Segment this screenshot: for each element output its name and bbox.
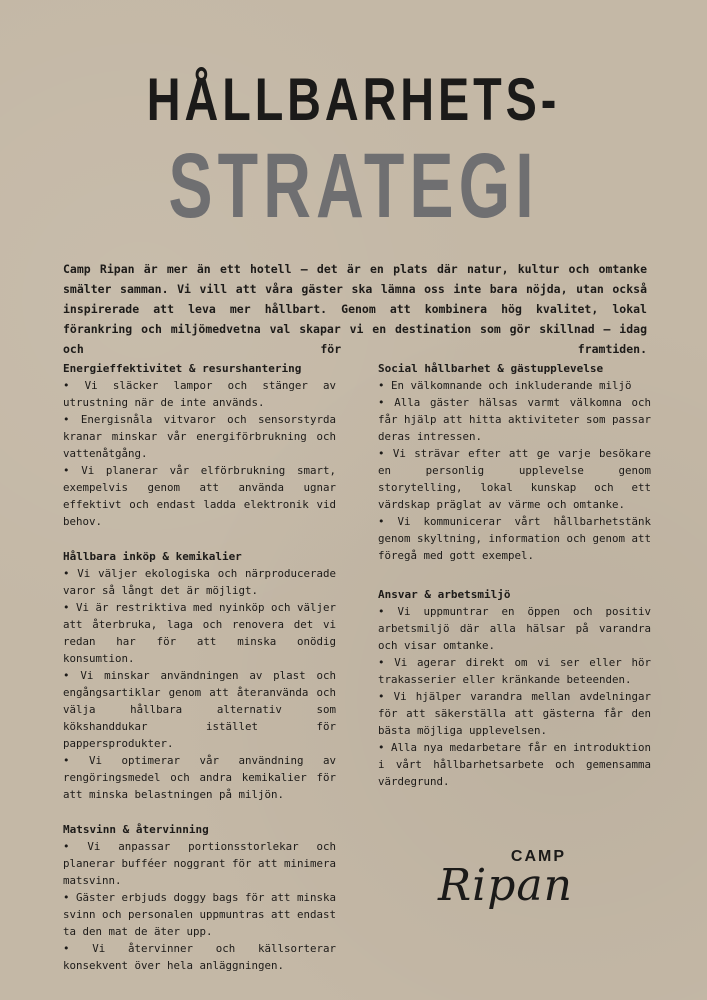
list-item: • Vi kommunicerar vårt hållbarhetstänk genom skyltning, information och genom att föregå med gott exempel.: [378, 515, 652, 562]
list-item: • En välkomnande och inkluderande miljö: [378, 379, 632, 392]
list-item: • Alla gäster hälsas varmt välkomna och får hjälp att hitta aktiviteter som passar deras intressen.: [378, 396, 652, 443]
right-column: [378, 360, 651, 808]
list-item: • Vi planerar vår elförbrukning smart, exempelvis genom att använda ugnar effektivt och endast ladda elektronik vid behov.: [63, 464, 336, 528]
intro-paragraph: Camp Ripan är mer än ett hotell – det är en plats där natur, kultur och omtanke smälter samman. Vi vill att våra gäster ska lämna oss inte bara nöjda, utan också inspirerade att leva mer hållbart. Genom att kombinera hög kvalitet, lokal förankring och miljömedvetna val skapar vi en destination som gör skillnad – idag och för framtiden.: [63, 262, 647, 356]
list-item: • Vi anpassar portionsstorlekar och planerar bufféer noggrant för att minimera matsvinn.: [63, 840, 337, 887]
list-item: • Vi optimerar vår användning av rengöringsmedel och andra kemikalier för att minska belastningen på miljön.: [63, 754, 336, 801]
section-title: Energieffektivitet & resurshantering: [63, 362, 302, 375]
title-line-2: STRATEGI: [168, 135, 539, 237]
logo-camp-text: CAMP: [510, 848, 566, 865]
section-social: [378, 360, 651, 564]
section-energy: [63, 360, 336, 530]
section-title: Hållbara inköp & kemikalier: [63, 550, 242, 563]
list-item: • Vi är restriktiva med nyinköp och väljer att återbruka, laga och renovera det vi redan har för att minska onödig konsumtion.: [63, 601, 337, 665]
section-title: Social hållbarhet & gästupplevelse: [378, 362, 604, 375]
list-item: • Vi agerar direkt om vi ser eller hör trakasserier eller kränkande beteenden.: [378, 656, 651, 686]
list-item: • Vi släcker lampor och stänger av utrustning när de inte används.: [63, 379, 336, 409]
list-item: • Alla nya medarbetare får en introduktion i vårt hållbarhetsarbete och gemensamma värdegrund.: [378, 741, 652, 788]
title-line-1: HÅLLBARHETS-: [146, 66, 561, 133]
list-item: • Energisnåla vitvaror och sensorstyrda kranar minskar vår energiförbrukning och vattenåtgång.: [63, 413, 336, 460]
section-title: Matsvinn & återvinning: [63, 823, 209, 836]
camp-ripan-logo: [438, 848, 598, 918]
section-purchasing: [63, 548, 336, 803]
list-item: • Vi hjälper varandra mellan avdelningar för att säkerställa att gästerna får den bästa möjliga upplevelsen.: [378, 690, 651, 737]
section-title: Ansvar & arbetsmiljö: [378, 588, 511, 601]
list-item: • Gäster erbjuds doggy bags för att minska svinn och personalen uppmuntras att endast ta den mat de äter upp.: [63, 891, 337, 938]
section-responsibility: [378, 586, 651, 790]
list-item: • Vi uppmuntrar en öppen och positiv arbetsmiljö där alla hälsar på varandra och visar omtanke.: [378, 605, 651, 652]
list-item: • Vi minskar användningen av plast och engångsartiklar genom att återanvända och välja hållbara alternativ som kökshanddukar istället för pappersprodukter.: [63, 669, 336, 750]
section-food-waste: [63, 821, 336, 974]
logo-ripan-text: Ripan: [438, 860, 573, 911]
list-item: • Vi strävar efter att ge varje besökare en personlig upplevelse genom storytelling, lokal kunskap och ett värdskap präglat av värme och omtanke.: [378, 447, 651, 511]
left-column: [63, 360, 336, 992]
list-item: • Vi väljer ekologiska och närproducerade varor så långt det är möjligt.: [63, 567, 336, 597]
list-item: • Vi återvinner och källsorterar konsekvent över hela anläggningen.: [63, 942, 336, 972]
